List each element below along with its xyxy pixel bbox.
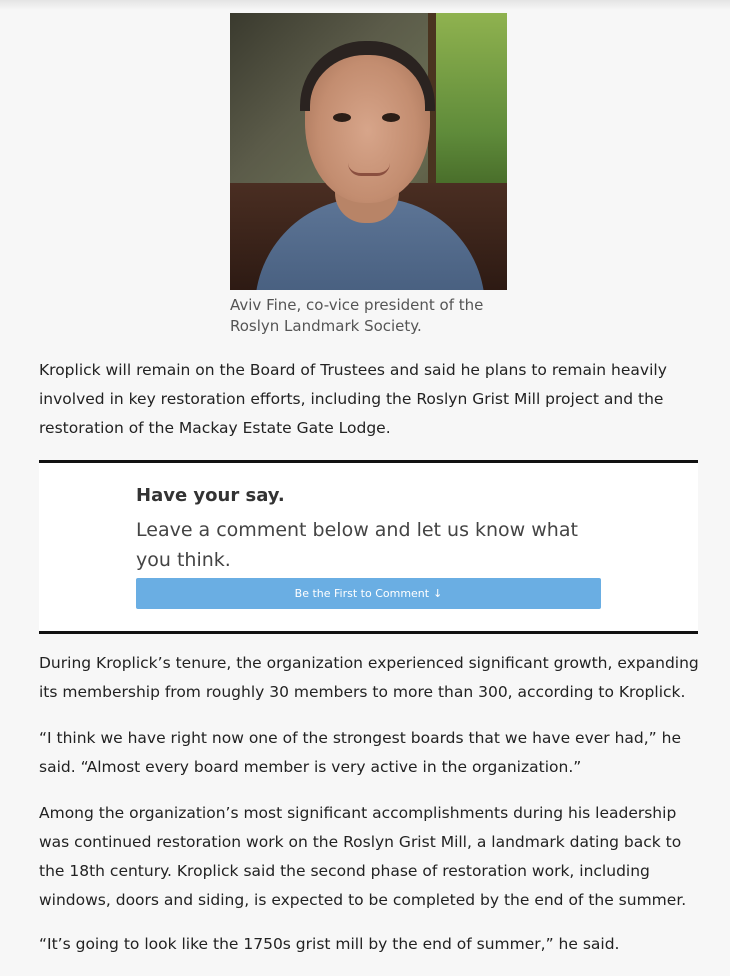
top-shadow [0, 0, 730, 10]
article-paragraph-4: Among the organization’s most significant accomplishments during his leadership was continued restoration work on the Roslyn Grist Mill, a landmark dating back to the 18th century. Kroplick said the second phase of restoration work, including windows, doors and siding, is expected to be completed by the end of the summer. [39, 804, 687, 909]
comment-box-text: Leave a comment below and let us know what you think. [136, 519, 578, 571]
article-paragraph-2: During Kroplick’s tenure, the organization experienced significant growth, expanding its membership from roughly 30 members to more than 300, according to Kroplick. [39, 654, 699, 701]
portrait-photo [230, 13, 507, 290]
article-figure [230, 13, 507, 337]
comment-box-title: Have your say. [136, 485, 285, 506]
article-paragraph-5: “It’s going to look like the 1750s grist mill by the end of summer,” he said. [39, 935, 620, 953]
first-comment-button[interactable] [136, 578, 601, 609]
photo-caption: Aviv Fine, co-vice president of the Roslyn Landmark Society. [230, 296, 484, 335]
article-paragraph-3: “I think we have right now one of the strongest boards that we have ever had,” he said. “Almost every board member is very active in the organization.” [39, 729, 681, 776]
article-paragraph-1: Kroplick will remain on the Board of Trustees and said he plans to remain heavily involved in key restoration efforts, including the Roslyn Grist Mill project and the restoration of the Mackay Estate Gate Lodge. [39, 361, 667, 437]
comment-prompt-box [39, 460, 698, 634]
first-comment-button-label: Be the First to Comment [294, 587, 430, 600]
arrow-down-icon: ↓ [433, 587, 443, 600]
